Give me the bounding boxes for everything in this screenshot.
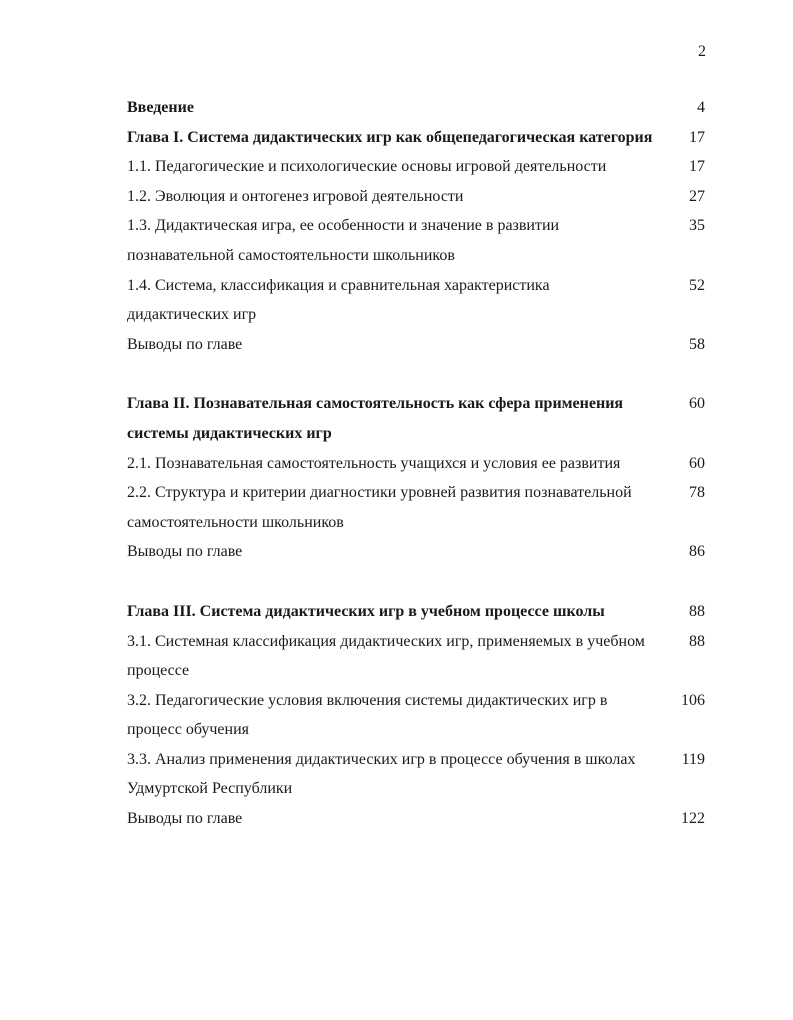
toc-entry-page: 106 <box>681 691 705 709</box>
table-of-contents <box>127 93 705 834</box>
toc-entry <box>127 627 705 686</box>
toc-entry-title: 3.2. Педагогические условия включения системы дидактических игр в процесс обучения <box>127 691 608 739</box>
toc-entry-page: 17 <box>689 128 705 146</box>
page-number: 2 <box>698 43 706 60</box>
toc-entry-title: 2.2. Структура и критерии диагностики уровней развития познавательной самостоятельности школьников <box>127 484 632 531</box>
toc-entry-page: 119 <box>681 750 705 768</box>
toc-entry-page: 60 <box>689 395 705 413</box>
toc-entry-title: Введение <box>127 99 194 116</box>
toc-entry <box>127 478 705 537</box>
toc-entry-title: 3.1. Системная классификация дидактических игр, применяемых в учебном процессе <box>127 632 645 680</box>
toc-entry-page: 35 <box>689 217 705 235</box>
toc-entry <box>127 182 705 212</box>
toc-entry-page: 88 <box>689 602 705 620</box>
toc-entry-title: Выводы по главе <box>127 543 243 561</box>
toc-chapter-2-heading <box>127 389 705 448</box>
toc-chapter-1-heading <box>127 123 705 153</box>
toc-entry-title: Глава I. Система дидактических игр как общепедагогическая категория <box>127 128 653 146</box>
toc-entry-conclusions <box>127 330 705 360</box>
toc-entry-conclusions <box>127 537 705 567</box>
toc-entry-page: 27 <box>689 187 705 205</box>
toc-entry <box>127 211 705 270</box>
toc-entry-page: 52 <box>689 276 705 294</box>
toc-entry-title: 1.4. Система, классификация и сравнительная характеристика дидактических игр <box>127 276 550 324</box>
toc-chapter-3-heading <box>127 597 705 627</box>
toc-entry-page: 60 <box>689 454 705 472</box>
toc-entry-page: 4 <box>697 99 705 116</box>
toc-entry-intro <box>127 93 705 123</box>
toc-entry-page: 122 <box>681 810 705 828</box>
toc-entry-page: 86 <box>689 543 705 561</box>
toc-entry <box>127 271 705 330</box>
toc-entry-page: 88 <box>689 632 705 650</box>
toc-entry <box>127 152 705 182</box>
toc-entry-title: 2.1. Познавательная самостоятельность учащихся и условия ее развития <box>127 454 621 472</box>
toc-entry-page: 17 <box>689 158 705 176</box>
toc-entry-page: 78 <box>689 484 705 502</box>
toc-entry-title: 3.3. Анализ применения дидактических игр в процессе обучения в школах Удмуртской Республики <box>127 750 636 798</box>
toc-entry-title: Глава II. Познавательная самостоятельность как сфера применения системы дидактических игр <box>127 395 624 442</box>
toc-entry <box>127 745 705 804</box>
toc-entry <box>127 449 705 479</box>
toc-entry-page: 58 <box>689 335 705 353</box>
toc-entry-title: Выводы по главе <box>127 810 243 828</box>
toc-entry-conclusions <box>127 804 705 834</box>
toc-entry-title: 1.1. Педагогические и психологические основы игровой деятельности <box>127 158 607 176</box>
toc-entry-title: Выводы по главе <box>127 335 243 353</box>
chapter-spacer <box>127 567 705 597</box>
toc-entry-title: 1.2. Эволюция и онтогенез игровой деятельности <box>127 187 464 205</box>
toc-entry-title: 1.3. Дидактическая игра, ее особенности и значение в развитии познавательной самостоятельности школьников <box>127 217 560 264</box>
toc-entry <box>127 686 705 745</box>
toc-entry-title: Глава III. Система дидактических игр в учебном процессе школы <box>127 602 605 620</box>
chapter-spacer <box>127 359 705 389</box>
